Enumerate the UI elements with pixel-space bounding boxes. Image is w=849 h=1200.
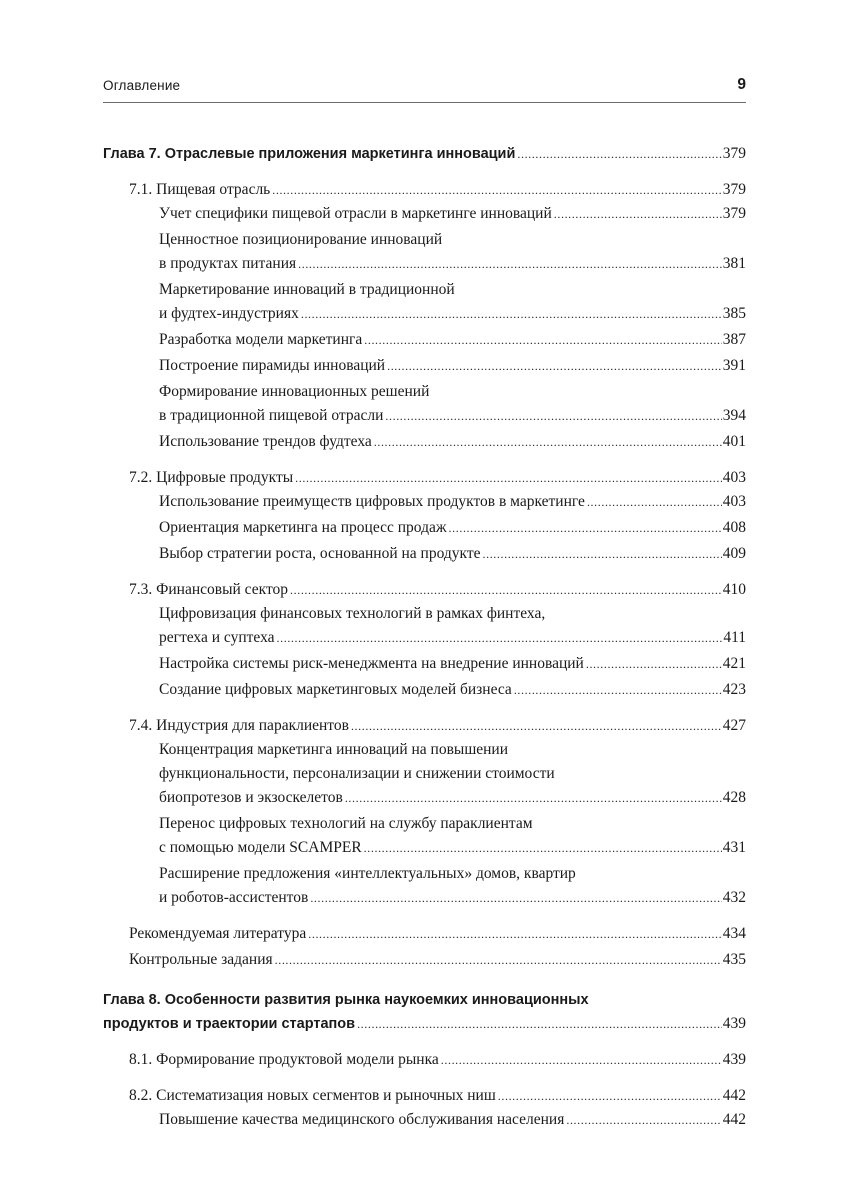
leader-dots bbox=[387, 354, 722, 378]
toc-entry-section-7-4[interactable] bbox=[103, 714, 746, 738]
toc-entry-subsection[interactable] bbox=[103, 542, 746, 566]
toc-entry-subsection[interactable] bbox=[103, 354, 746, 378]
leader-dots bbox=[295, 466, 722, 490]
toc-entry-subsection[interactable] bbox=[103, 862, 746, 910]
toc-entry-subsection[interactable] bbox=[103, 812, 746, 860]
toc-page-number: 435 bbox=[722, 951, 746, 968]
toc-entry-subsection[interactable] bbox=[103, 278, 746, 326]
toc-page-number: 421 bbox=[722, 655, 746, 672]
toc-page-number: 408 bbox=[722, 519, 746, 536]
leader-dots bbox=[364, 328, 722, 352]
leader-dots bbox=[345, 786, 722, 810]
toc-entry-subsection[interactable] bbox=[103, 1108, 746, 1132]
toc-entry-title-line: Маркетирование инноваций в традиционной bbox=[159, 281, 455, 298]
leader-dots bbox=[290, 578, 722, 602]
toc-entry-title: Построение пирамиды инноваций bbox=[159, 357, 386, 374]
toc-entry-title: 8.1. Формирование продуктовой модели рынка bbox=[129, 1051, 439, 1068]
toc-page-number: 439 bbox=[722, 1051, 746, 1068]
table-of-contents bbox=[103, 142, 746, 1132]
toc-entry-title: Учет специфики пищевой отрасли в маркетинге инноваций bbox=[159, 205, 552, 222]
toc-page-number: 379 bbox=[722, 181, 746, 198]
toc-entry-title: 7.4. Индустрия для параклиентов bbox=[129, 717, 349, 734]
toc-page-number: 432 bbox=[722, 889, 746, 906]
toc-entry-title-line: Расширение предложения «интеллектуальных» домов, квартир bbox=[159, 865, 576, 882]
toc-entry-title-line: Формирование инновационных решений bbox=[159, 383, 430, 400]
toc-page-number: 410 bbox=[722, 581, 746, 598]
leader-dots bbox=[498, 1084, 722, 1108]
toc-entry-title: Использование преимуществ цифровых продуктов в маркетинге bbox=[159, 493, 585, 510]
toc-entry-title: Использование трендов фудтеха bbox=[159, 433, 372, 450]
leader-dots bbox=[554, 202, 722, 226]
leader-dots bbox=[308, 922, 722, 946]
toc-page-number: 401 bbox=[722, 433, 746, 450]
toc-entry-title-line: и фудтех-индустриях bbox=[159, 305, 299, 322]
leader-dots bbox=[441, 1048, 722, 1072]
toc-entry-section-8-2[interactable] bbox=[103, 1084, 746, 1108]
leader-dots bbox=[586, 652, 722, 676]
toc-entry-title-line: функциональности, персонализации и снижении стоимости bbox=[159, 765, 555, 782]
toc-entry-title-line: Цифровизация финансовых технологий в рамках финтеха, bbox=[159, 605, 546, 622]
toc-entry-section-7-1[interactable] bbox=[103, 178, 746, 202]
leader-dots bbox=[351, 714, 722, 738]
toc-entry-control-tasks[interactable] bbox=[103, 948, 746, 972]
toc-entry-subsection[interactable] bbox=[103, 652, 746, 676]
toc-page-number: 379 bbox=[722, 145, 746, 162]
leader-dots bbox=[272, 178, 722, 202]
toc-entry-title: Ориентация маркетинга на процесс продаж bbox=[159, 519, 447, 536]
leader-dots bbox=[483, 542, 722, 566]
leader-dots bbox=[275, 948, 722, 972]
toc-entry-subsection[interactable] bbox=[103, 490, 746, 514]
toc-entry-section-7-2[interactable] bbox=[103, 466, 746, 490]
toc-entry-title-line: Глава 8. Особенности развития рынка наукоемких инновационных bbox=[103, 992, 589, 1008]
toc-entry-title: 7.2. Цифровые продукты bbox=[129, 469, 294, 486]
toc-entry-chapter-8[interactable] bbox=[103, 988, 746, 1036]
leader-dots bbox=[517, 142, 721, 166]
toc-page-number: 385 bbox=[722, 305, 746, 322]
toc-page-number: 423 bbox=[722, 681, 746, 698]
leader-dots bbox=[310, 886, 721, 910]
leader-dots bbox=[385, 404, 721, 428]
toc-entry-title: Создание цифровых маркетинговых моделей бизнеса bbox=[159, 681, 512, 698]
leader-dots bbox=[374, 430, 722, 454]
leader-dots bbox=[587, 490, 722, 514]
toc-entry-title: 7.3. Финансовый сектор bbox=[129, 581, 289, 598]
leader-dots bbox=[449, 516, 722, 540]
toc-entry-subsection[interactable] bbox=[103, 738, 746, 810]
toc-page-number: 403 bbox=[722, 493, 746, 510]
toc-entry-title-line: и роботов-ассистентов bbox=[159, 889, 309, 906]
toc-entry-section-7-3[interactable] bbox=[103, 578, 746, 602]
toc-entry-subsection[interactable] bbox=[103, 228, 746, 276]
toc-page-number: 411 bbox=[723, 629, 746, 646]
toc-entry-title-line: Ценностное позиционирование инноваций bbox=[159, 231, 443, 248]
leader-dots bbox=[357, 1012, 722, 1036]
leader-dots bbox=[364, 836, 722, 860]
toc-entry-title: Повышение качества медицинского обслуживания населения bbox=[159, 1111, 565, 1128]
leader-dots bbox=[566, 1108, 721, 1132]
toc-page-number: 439 bbox=[722, 1015, 746, 1032]
toc-entry-subsection[interactable] bbox=[103, 202, 746, 226]
toc-page-number: 381 bbox=[722, 255, 746, 272]
toc-page-number: 391 bbox=[722, 357, 746, 374]
toc-page-number: 427 bbox=[722, 717, 746, 734]
toc-entry-recommended-literature[interactable] bbox=[103, 922, 746, 946]
running-head bbox=[103, 76, 746, 103]
toc-entry-subsection[interactable] bbox=[103, 430, 746, 454]
toc-entry-title-line: регтеха и суптеха bbox=[159, 629, 275, 646]
toc-entry-subsection[interactable] bbox=[103, 678, 746, 702]
toc-entry-title: Рекомендуемая литература bbox=[129, 925, 307, 942]
toc-entry-title: Выбор стратегии роста, основанной на продукте bbox=[159, 545, 481, 562]
toc-entry-subsection[interactable] bbox=[103, 602, 746, 650]
toc-entry-title: Настройка системы риск-менеджмента на внедрение инноваций bbox=[159, 655, 584, 672]
toc-page-number: 387 bbox=[722, 331, 746, 348]
toc-entry-title: 8.2. Систематизация новых сегментов и рыночных ниш bbox=[129, 1087, 496, 1104]
toc-entry-subsection[interactable] bbox=[103, 516, 746, 540]
toc-entry-title-line: с помощью модели SCAMPER bbox=[159, 839, 362, 856]
toc-entry-title-line: в продуктах питания bbox=[159, 255, 297, 272]
toc-entry-title-line: продуктов и траектории стартапов bbox=[103, 1016, 356, 1032]
toc-entry-chapter-7[interactable] bbox=[103, 142, 746, 166]
leader-dots bbox=[301, 302, 722, 326]
toc-page-number: 434 bbox=[722, 925, 746, 942]
toc-entry-title-line: Концентрация маркетинга инноваций на повышении bbox=[159, 741, 509, 758]
running-head-title: Оглавление bbox=[103, 78, 181, 93]
toc-entry-title-line: в традиционной пищевой отрасли bbox=[159, 407, 384, 424]
toc-entry-subsection[interactable] bbox=[103, 328, 746, 352]
toc-entry-title-line: биопротезов и экзоскелетов bbox=[159, 789, 343, 806]
toc-page-number: 442 bbox=[722, 1087, 746, 1104]
leader-dots bbox=[514, 678, 722, 702]
leader-dots bbox=[277, 626, 723, 650]
leader-dots bbox=[298, 252, 722, 276]
toc-page-number: 442 bbox=[722, 1111, 746, 1128]
toc-entry-title: Глава 7. Отраслевые приложения маркетинга инноваций bbox=[103, 146, 516, 162]
toc-entry-subsection[interactable] bbox=[103, 380, 746, 428]
toc-entry-title-line: Перенос цифровых технологий на службу параклиентам bbox=[159, 815, 533, 832]
page-number: 9 bbox=[737, 76, 746, 93]
toc-entry-title: Контрольные задания bbox=[129, 951, 273, 968]
toc-entry-title: 7.1. Пищевая отрасль bbox=[129, 181, 271, 198]
toc-page-number: 403 bbox=[722, 469, 746, 486]
toc-entry-title: Разработка модели маркетинга bbox=[159, 331, 363, 348]
toc-page-number: 409 bbox=[722, 545, 746, 562]
toc-page-number: 428 bbox=[722, 789, 746, 806]
toc-page-number: 379 bbox=[722, 205, 746, 222]
toc-entry-section-8-1[interactable] bbox=[103, 1048, 746, 1072]
toc-page-number: 394 bbox=[722, 407, 746, 424]
toc-page-number: 431 bbox=[722, 839, 746, 856]
